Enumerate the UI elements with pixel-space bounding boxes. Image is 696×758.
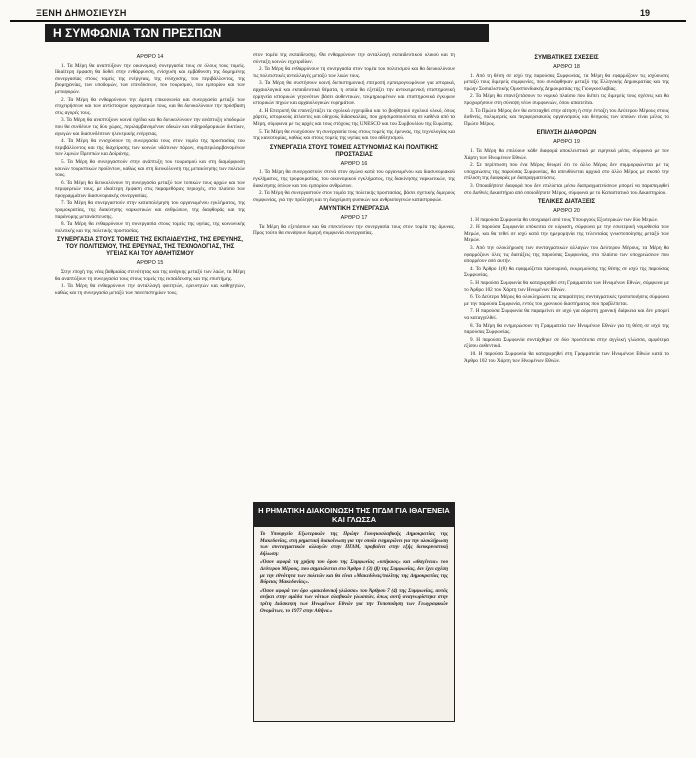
sidebar-box-body: [254, 527, 454, 620]
paragraph: 4. Η Επιτροπή θα επανεξετάζει τα σχολικά εγχειρίδια και το βοηθητικό σχολικό υλικό, όπως χάρτες, ιστορικούς άτλαντες και οδηγούς διδασκαλίας, που χρησιμοποιούνται σε καθένα από τα Μέρη, σύμφωνα με τις αρχές και τους στόχους της UNESCO και του Συμβουλίου της Ευρώπης.: [253, 107, 455, 127]
paragraph: 2. Τα Μέρη θα ενθαρρύνουν τη συνεργασία στον τομέα του πολιτισμού και θα διευκολύνουν τις πολιτιστικές ανταλλαγές μεταξύ των λαών τους.: [253, 66, 455, 79]
section-heading: ΣΥΜΒΑΤΙΚΕΣ ΣΧΕΣΕΙΣ: [534, 55, 599, 61]
paragraph: 3. Τα Μέρη θα αναπτύξουν κοινά σχέδια και θα διευκολύνουν την ανάπτυξη υποδομών που θα συνδέουν τις δύο χώρες, περιλαμβανομένων οδικών και σιδηροδρομικών δικτύων, αγωγών και διασυνδέσεων ηλεκτρικής ενέργειας.: [55, 117, 245, 137]
paragraph: 4. Τα Μέρη θα ενισχύσουν τη συνεργασία τους στον τομέα της προστασίας του περιβάλλοντος και της διαχείρισης των κοινών υδάτινων πόρων, συμπεριλαμβανομένων των λιμνών Πρεσπών και Δοϊράνης.: [55, 138, 245, 158]
paragraph: 5. Τα Μέρη θα συνεργαστούν στην ανάπτυξη του τουρισμού και στη διαμόρφωση κοινών τουριστικών προϊόντων, καθώς και στη διευκόλυνση της μετακίνησης των πολιτών τους.: [55, 158, 245, 179]
paragraph: 3. Το Πρώτο Μέρος δεν θα αντιταχθεί στην αίτηση ή στην ένταξη του Δεύτερου Μέρους στους διεθνείς, πολυμερείς και περιφερειακούς οργανισμούς και θεσμούς των οποίων είναι μέλος το Πρώτο Μέρος.: [464, 107, 669, 127]
paragraph: 1. Τα Μέρη θα συνεργαστούν στενά στον αγώνα κατά του οργανωμένου και διασυνοριακού εγκλήματος, της τρομοκρατίας, του οικονομικού εγκλήματος, της διακίνησης ναρκωτικών, της διακίνησης όπλων και του εμπορίου ανθρώπων.: [253, 169, 455, 189]
article-heading: ΑΡΘΡΟ 19: [553, 139, 580, 146]
article-heading: ΑΡΘΡΟ 18: [553, 64, 580, 70]
sidebar-box: [253, 502, 455, 722]
paragraph: 8. Τα Μέρη θα ενημερώσουν τη Γραμματεία των Ηνωμένων Εθνών για τη θέση σε ισχύ της παρούσας Συμφωνίας.: [464, 322, 669, 336]
paragraph: 2. Η παρούσα Συμφωνία υπόκειται σε κύρωση, σύμφωνα με την εσωτερική νομοθεσία των Μερών, και θα τεθεί σε ισχύ κατά την ημερομηνία της τελευταίας γνωστοποίησης μεταξύ των Μερών.: [464, 224, 669, 244]
paragraph: «Όσον αφορά τη χρήση του όρου της Συμφωνίας «υπήκοος» και «ιθαγένεια» του Δεύτερου Μέρους, που σημειώνεται στο Άρθρο 1 (3) (β) της Συμφωνίας, δεν έχει σχέση με την εθνότητα των πολιτών και θα είναι «Μακεδόνας/πολίτης της Δημοκρατίας της Βόρειας Μακεδονίας».: [260, 559, 448, 586]
paragraph: 3. Από την ολοκλήρωση των συνταγματικών αλλαγών του Δεύτερου Μέρους, τα Μέρη θα εφαρμόζουν όλες τις διατάξεις της παρούσας Συμφωνίας, στο πλαίσιο των υποχρεώσεων που απορρέουν από αυτήν.: [464, 245, 669, 265]
paragraph: 7. Η παρούσα Συμφωνία θα παραμείνει σε ισχύ για αόριστη χρονική διάρκεια και δεν μπορεί να καταγγελθεί.: [464, 308, 669, 321]
section-heading: ΕΠΙΛΥΣΗ ΔΙΑΦΟΡΩΝ: [536, 130, 597, 137]
paragraph: 2. Τα Μέρη θα ενθαρρύνουν την άμεση επικοινωνία και συνεργασία μεταξύ των επιχειρήσεων και των αντίστοιχων οργανισμών τους, και θα διευκολύνουν την πρόσβαση στις αγορές τους.: [55, 96, 245, 116]
paragraph: 2. Τα Μέρη θα επανεξετάσουν το νομικό πλαίσιο που διέπει τις διμερείς τους σχέσεις και θα προχωρήσουν στη σύναψη νέων συμφωνιών, όπου απαιτείται.: [464, 93, 669, 106]
paragraph: 1. Τα Μέρη θα αναπτύξουν την οικονομική συνεργασία τους σε όλους τους τομείς. Ιδιαίτερη έμφαση θα δοθεί στην ενθάρρυνση, ενίσχυση και εμβάθυνση της δομημένης συνεργασίας στους τομείς της ενέργειας, της ενίσχυσης, του περιβάλλοντος, της βιομηχανίας, των υποδομών, των επενδύσεων, του τουρισμού, του εμπορίου και των μεταφορών.: [55, 62, 245, 95]
paragraph: 3. Τα Μέρη θα συστήσουν κοινή διεπιστημονική επιτροπή εμπειρογνωμόνων για ιστορικά, αρχαιολογικά και εκπαιδευτικά θέματα, η οποία θα εξετάζει την αντικειμενική επιστημονική ερμηνεία ιστορικών γεγονότων βάσει αυθεντικών, τεκμηριωμένων και επιστημονικά έγκυρων ιστορικών πηγών και αρχαιολογικών ευρημάτων.: [253, 80, 455, 107]
paragraph: 2. Τα Μέρη θα συνεργαστούν στον τομέα της πολιτικής προστασίας, βάσει σχετικής διμερούς συμφωνίας, για την πρόληψη και τη διαχείριση φυσικών και ανθρωπογενών καταστροφών.: [253, 190, 455, 203]
column-1: [55, 52, 245, 744]
section-label: ΞΕΝΗ ΔΗΜΟΣΙΕΥΣΗ: [36, 8, 127, 18]
paragraph: 1. Η παρούσα Συμφωνία θα υπογραφεί από τους Υπουργούς Εξωτερικών των δύο Μερών.: [470, 216, 659, 223]
paragraph: 10. Η παρούσα Συμφωνία θα καταχωρηθεί στη Γραμματεία των Ηνωμένων Εθνών κατά το Άρθρο 102 του Χάρτη των Ηνωμένων Εθνών.: [464, 350, 669, 364]
column-3: [464, 52, 669, 744]
paragraph: 5. Τα Μέρη θα ενισχύσουν τη συνεργασία τους στους τομείς της έρευνας, της τεχνολογίας και της καινοτομίας, καθώς και στους τομείς της υγείας και του αθλητισμού.: [253, 128, 455, 142]
article-heading: ΑΡΘΡΟ 20: [553, 208, 580, 215]
paragraph: Το Υπουργείο Εξωτερικών της Πρώην Γιουγκοσλαβικής Δημοκρατίας της Μακεδονίας, στη ρηματική διακοίνωση για την οποία ενημερώνει για την ολοκλήρωση των συνταγματικών αλλαγών στην ΠΓΔΜ, προβαίνει στην εξής διευκρινιστική δήλωση:: [260, 531, 448, 557]
paragraph: 3. Οποιαδήποτε διαφορά που δεν επιλύεται μέσω διαπραγματεύσεων μπορεί να παραπεμφθεί στο Διεθνές Δικαστήριο από οποιοδήποτε Μέρος, σύμφωνα με το Καταστατικό του Δικαστηρίου.: [464, 182, 669, 196]
paragraph: 5. Η παρούσα Συμφωνία θα καταχωρηθεί στη Γραμματεία των Ηνωμένων Εθνών, σύμφωνα με το Άρθρο 102 του Χάρτη των Ηνωμένων Εθνών.: [464, 280, 669, 293]
section-heading: ΤΕΛΙΚΕΣ ΔΙΑΤΑΞΕΙΣ: [537, 199, 596, 206]
paragraph: 6. Τα Μέρη θα διευκολύνουν τη συνεργασία μεταξύ των τοπικών τους αρχών και των περιφερειών τους, με ιδιαίτερη έμφαση στις παραμεθόριες περιοχές, στο πλαίσιο των προγραμμάτων διασυνοριακής συνεργασίας.: [55, 179, 245, 199]
paragraph: Τα Μέρη θα εξετάσουν και θα επεκτείνουν την συνεργασία τους στον τομέα της άμυνας. Προς τούτο θα συνάψουν διμερή συμφωνία συνεργασίας.: [253, 223, 455, 237]
paragraph: 1. Τα Μέρη θα ενθαρρύνουν την ανταλλαγή φοιτητών, ερευνητών και καθηγητών, καθώς και τη συνεργασία μεταξύ των πανεπιστημίων τους.: [55, 283, 245, 296]
article-heading: ΑΡΘΡΟ 14: [136, 54, 164, 60]
paragraph: 1. Από τη θέση σε ισχύ της παρούσας Συμφωνίας, τα Μέρη θα εφαρμόζουν τις ισχύουσες μεταξύ τους διμερείς συμφωνίες, που συνάφθηκαν μεταξύ της Ελληνικής Δημοκρατίας και της πρώην Σοσιαλιστικής Ομοσπονδιακής Δημοκρατίας της Γιουγκοσλαβίας.: [464, 72, 669, 92]
article-heading: ΑΡΘΡΟ 17: [340, 215, 368, 222]
paragraph: 1. Τα Μέρη θα επιλύουν κάθε διαφορά αποκλειστικά με ειρηνικά μέσα, σύμφωνα με τον Χάρτη των Ηνωμένων Εθνών.: [464, 147, 669, 161]
page-number: 19: [640, 8, 651, 18]
page-header: [10, 6, 686, 20]
paragraph: 7. Τα Μέρη θα συνεργαστούν στην καταπολέμηση του οργανωμένου εγκλήματος, της τρομοκρατίας, της διακίνησης ναρκωτικών και ανθρώπων, της διαφθοράς και της παράνομης μετανάστευσης.: [55, 200, 245, 220]
sidebar-box-title: Η ΡΗΜΑΤΙΚΗ ΔΙΑΚΟΙΝΩΣΗ ΤΗΣ ΠΓΔΜ ΓΙΑ ΙΘΑΓΕΝΕΙΑ ΚΑΙ ΓΛΩΣΣΑ: [254, 503, 454, 527]
paragraph: στον τομέα της εκπαίδευσης. Θα ενθαρρύνουν την ανταλλαγή εκπαιδευτικού υλικού και τη σύνταξη κοινών εγχειριδίων.: [253, 52, 455, 65]
paragraph: 4. Το Άρθρο 1(8) θα εφαρμόζεται προσωρινά, εκκρεμούσης της θέσης σε ισχύ της παρούσας Συμφωνίας.: [464, 265, 669, 279]
header-rule: [10, 20, 686, 22]
section-heading: ΑΜΥΝΤΙΚΗ ΣΥΝΕΡΓΑΣΙΑ: [318, 206, 390, 213]
article-title: Η ΣΥΜΦΩΝΙΑ ΤΩΝ ΠΡΕΣΠΩΝ: [45, 24, 489, 42]
paragraph: Στην εποχή της νέας βαθμιαίας στενότητας και της ανάγκης μεταξύ των λαών, τα Μέρη θα αναπτύξουν τη συνεργασία τους στους τομείς της εκπαίδευσης και της επιστήμης.: [55, 269, 245, 282]
article-heading: ΑΡΘΡΟ 15: [136, 260, 164, 267]
paragraph: 2. Σε περίπτωση που ένα Μέρος θεωρεί ότι το άλλο Μέρος δεν συμμορφώνεται με τις υποχρεώσεις της παρούσας Συμφωνίας, θα απευθύνεται αρχικά στο άλλο Μέρος με σκοπό την επίλυση της διαφοράς με διαπραγματεύσεις.: [464, 162, 669, 182]
section-heading: ΣΥΝΕΡΓΑΣΙΑ ΣΤΟΥΣ ΤΟΜΕΙΣ ΑΣΤΥΝΟΜΙΑΣ ΚΑΙ ΠΟΛΙΤΙΚΗΣ ΠΡΟΣΤΑΣΙΑΣ: [269, 144, 439, 158]
paragraph: 9. Η παρούσα Συμφωνία συντάχθηκε σε δύο πρωτότυπα στην αγγλική γλώσσα, αμφότερα εξίσου αυθεντικά.: [464, 336, 669, 350]
section-heading: ΣΥΝΕΡΓΑΣΙΑ ΣΤΟΥΣ ΤΟΜΕΙΣ ΤΗΣ ΕΚΠΑΙΔΕΥΣΗΣ, ΤΗΣ ΕΡΕΥΝΗΣ, ΤΟΥ ΠΟΛΙΤΙΣΜΟΥ, ΤΗΣ ΕΡΕΥΝΑΣ, ΤΗΣ ΤΕΧΝΟΛΟΓΙΑΣ, ΤΗΣ ΥΓΕΙΑΣ ΚΑΙ ΤΟΥ ΑΘΛΗΤΙΣΜΟΥ: [57, 237, 243, 258]
paragraph: 8. Τα Μέρη θα ενθαρρύνουν τη συνεργασία στους τομείς της υγείας, της κοινωνικής πολιτικής και της πολιτικής προστασίας.: [55, 221, 245, 234]
article-heading: ΑΡΘΡΟ 16: [340, 160, 368, 167]
paragraph: 6. Το Δεύτερο Μέρος θα ολοκληρώσει τις απαραίτητες συνταγματικές τροποποιήσεις σύμφωνα με την παρούσα Συμφωνία, εντός του χρονικού διαστήματος που προβλέπεται.: [464, 294, 669, 307]
paragraph: «Όσον αφορά τον όρο «μακεδονική γλώσσα» του Άρθρου 7 (4) της Συμφωνίας, αυτός ανήκει στην ομάδα των νότιων σλαβικών γλωσσών, όπως αυτή αναγνωρίστηκε στην τρίτη Διάσκεψη των Ηνωμένων Εθνών για την Τυποποίηση των Γεωγραφικών Ονομάτων, το 1977 στην Αθήνα.»: [260, 587, 448, 614]
